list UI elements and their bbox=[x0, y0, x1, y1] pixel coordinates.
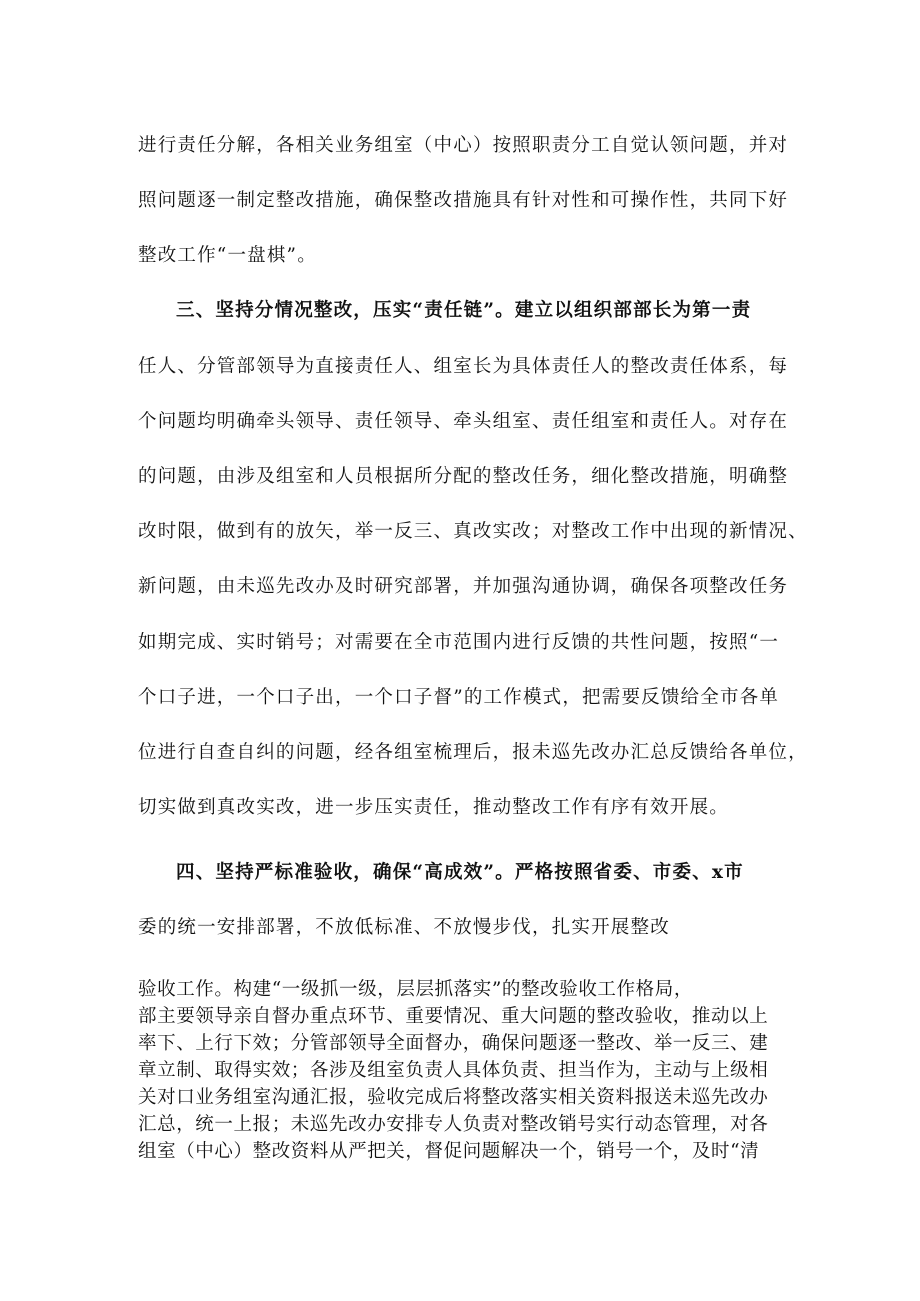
text-line: 照问题逐一制定整改措施，确保整改措施具有针对性和可操作性，共同下好 bbox=[138, 190, 789, 211]
text-line: 如期完成、实时销号；对需要在全市范围内进行反馈的共性问题，按照“一 bbox=[138, 632, 780, 653]
text-line: 位进行自查自纠的问题，经各组室梳理后，报未巡先改办汇总反馈给各单位， bbox=[138, 742, 808, 763]
text-line: 率下、上行下效；分管部领导全面督办，确保问题逐一整改、举一反三、建 bbox=[138, 1033, 769, 1054]
text-line: 的问题，由涉及组室和人员根据所分配的整改任务，细化整改措施，明确整 bbox=[138, 466, 789, 487]
section-three-first-line: 三、坚持分情况整改，压实“责任链”。建立以组织部部长为第一责 bbox=[176, 300, 752, 321]
text-line: 章立制、取得实效；各涉及组室负责人具体负责、担当作为，主动与上级相 bbox=[138, 1060, 769, 1081]
text-line: 验收工作。构建“一级抓一级，层层抓落实”的整改验收工作格局， bbox=[138, 979, 693, 1000]
text-line: 个口子进，一个口子出，一个口子督”的工作模式，把需要反馈给全市各单 bbox=[138, 687, 780, 708]
text-line: 部主要领导亲自督办重点环节、重要情况、重大问题的整改验收，推动以上 bbox=[138, 1006, 769, 1027]
text-line: 汇总，统一上报；未巡先改办安排专人负责对整改销号实行动态管理，对各 bbox=[138, 1114, 769, 1135]
text-line: 组室（中心）整改资料从严把关，督促问题解决一个，销号一个，及时“清 bbox=[138, 1141, 760, 1162]
text-line: 改时限，做到有的放矢，举一反三、真改实改；对整改工作中出现的新情况、 bbox=[138, 521, 808, 542]
text-line: 个问题均明确牵头领导、责任领导、牵头组室、责任组室和责任人。对存在 bbox=[138, 411, 789, 432]
text-line: 切实做到真改实改，进一步压实责任，推动整改工作有序有效开展。 bbox=[138, 797, 730, 818]
section-four-first-line: 四、坚持严标准验收，确保“高成效”。严格按照省委、市委、x市 bbox=[176, 862, 744, 883]
text-line: 新问题，由未巡先改办及时研究部署，并加强沟通协调，确保各项整改任务 bbox=[138, 576, 789, 597]
text-line: 委的统一安排部署，不放低标准、不放慢步伐，扎实开展整改 bbox=[138, 917, 670, 938]
text-line: 进行责任分解，各相关业务组室（中心）按照职责分工自觉认领问题，并对 bbox=[138, 135, 789, 156]
text-line: 任人、分管部领导为直接责任人、组室长为具体责任人的整改责任体系，每 bbox=[138, 356, 789, 377]
text-line: 整改工作“一盘棋”。 bbox=[138, 245, 317, 266]
text-line: 关对口业务组室沟通汇报，验收完成后将整改落实相关资料报送未巡先改办 bbox=[138, 1087, 769, 1108]
